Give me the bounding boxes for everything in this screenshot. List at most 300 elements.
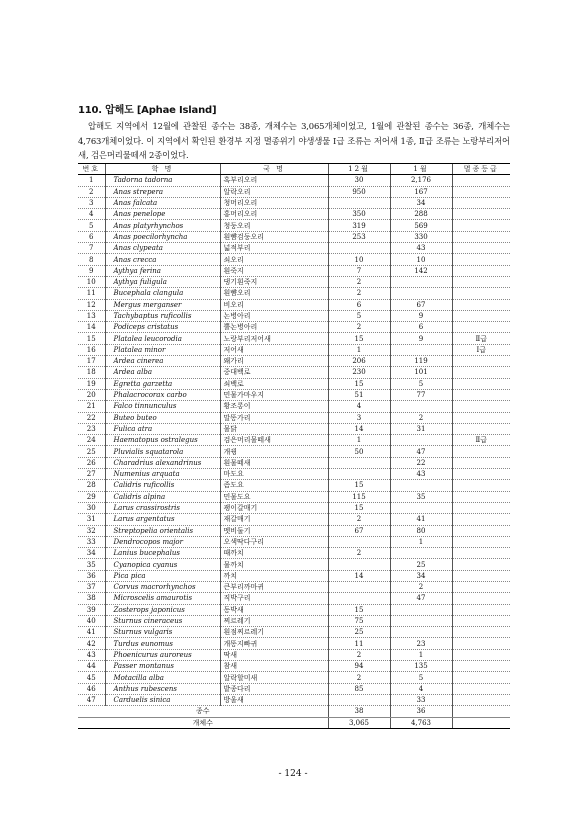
december-count (328, 457, 390, 468)
korean-name: 혹부리오리 (220, 175, 328, 186)
korean-name: 왜가리 (220, 356, 328, 367)
december-count: 14 (328, 423, 390, 434)
december-count: 5 (328, 310, 390, 321)
korean-name: 황조롱이 (220, 401, 328, 412)
table-header-row (78, 164, 510, 175)
korean-name: 청머리오리 (220, 197, 328, 208)
december-count (328, 581, 390, 592)
december-count: 15 (328, 480, 390, 491)
korean-name: 물닭 (220, 423, 328, 434)
row-number: 20 (78, 389, 105, 400)
species-table (78, 163, 510, 729)
scientific-name: Platalea minor (105, 344, 220, 355)
january-count: 80 (390, 525, 452, 536)
header-endangered-grade: 멸종등급 (452, 164, 510, 175)
row-number: 40 (78, 615, 105, 626)
korean-name: 좀도요 (220, 480, 328, 491)
december-count: 6 (328, 299, 390, 310)
row-number: 43 (78, 649, 105, 660)
december-count: 115 (328, 491, 390, 502)
korean-name: 노랑부리저어새 (220, 333, 328, 344)
row-number: 28 (78, 480, 105, 491)
korean-name: 동박새 (220, 604, 328, 615)
table-row (78, 299, 510, 310)
endangered-grade (452, 254, 510, 265)
table-row (78, 356, 510, 367)
table-row (78, 344, 510, 355)
scientific-name: Calidris ruficollis (105, 480, 220, 491)
scientific-name: Streptopelia orientalis (105, 525, 220, 536)
scientific-name: Anthus rubescens (105, 683, 220, 694)
table-row (78, 469, 510, 480)
row-number: 11 (78, 288, 105, 299)
january-count (390, 288, 452, 299)
scientific-name: Fulica atra (105, 423, 220, 434)
table-row (78, 254, 510, 265)
korean-name: 알락오리 (220, 186, 328, 197)
table-row (78, 694, 510, 705)
scientific-name: Anas strepera (105, 186, 220, 197)
december-count: 10 (328, 254, 390, 265)
table-row (78, 209, 510, 220)
table-row (78, 638, 510, 649)
table-row (78, 231, 510, 242)
row-number: 1 (78, 175, 105, 186)
endangered-grade (452, 480, 510, 491)
january-count: 330 (390, 231, 452, 242)
december-count: 51 (328, 389, 390, 400)
korean-name: 흰죽지 (220, 265, 328, 276)
endangered-grade (452, 299, 510, 310)
january-count: 9 (390, 310, 452, 321)
korean-name: 개똥지빠귀 (220, 638, 328, 649)
scientific-name: Cyanopica cyanus (105, 559, 220, 570)
december-count: 253 (328, 231, 390, 242)
row-number: 18 (78, 367, 105, 378)
korean-name: 흰점찌르레기 (220, 627, 328, 638)
row-number: 5 (78, 220, 105, 231)
december-count: 4 (328, 401, 390, 412)
january-count (390, 548, 452, 559)
scientific-name: Buteo buteo (105, 412, 220, 423)
december-count (328, 536, 390, 547)
row-number: 19 (78, 378, 105, 389)
january-count: 9 (390, 333, 452, 344)
january-count: 41 (390, 514, 452, 525)
table-row (78, 401, 510, 412)
scientific-name: Anas falcata (105, 197, 220, 208)
december-count: 950 (328, 186, 390, 197)
scientific-name: Anas crecca (105, 254, 220, 265)
row-number: 36 (78, 570, 105, 581)
footer-dec-value: 3,065 (328, 717, 390, 728)
january-count: 22 (390, 457, 452, 468)
table-row (78, 412, 510, 423)
endangered-grade (452, 423, 510, 434)
korean-name: 쇠백로 (220, 378, 328, 389)
header-december: 12월 (328, 164, 390, 175)
january-count: 2,176 (390, 175, 452, 186)
row-number: 29 (78, 491, 105, 502)
scientific-name: Anas platyrhynchos (105, 220, 220, 231)
row-number: 35 (78, 559, 105, 570)
footer-grade (452, 706, 510, 717)
row-number: 38 (78, 593, 105, 604)
january-count: 47 (390, 593, 452, 604)
december-count: 2 (328, 649, 390, 660)
korean-name: 비오리 (220, 299, 328, 310)
korean-name: 청둥오리 (220, 220, 328, 231)
korean-name: 때까치 (220, 548, 328, 559)
january-count: 2 (390, 412, 452, 423)
scientific-name: Dendrocopos major (105, 536, 220, 547)
footer-label: 개체수 (78, 717, 328, 728)
row-number: 4 (78, 209, 105, 220)
table-row (78, 457, 510, 468)
scientific-name: Aythya ferina (105, 265, 220, 276)
scientific-name: Numenius arquata (105, 469, 220, 480)
endangered-grade: Ⅱ급 (452, 435, 510, 446)
korean-name: 까치 (220, 570, 328, 581)
january-count: 1 (390, 536, 452, 547)
table-row (78, 570, 510, 581)
endangered-grade (452, 356, 510, 367)
footer-jan-value: 4,763 (390, 717, 452, 728)
scientific-name: Podiceps cristatus (105, 322, 220, 333)
january-count: 77 (390, 389, 452, 400)
table-row (78, 367, 510, 378)
december-count (328, 197, 390, 208)
row-number: 37 (78, 581, 105, 592)
december-count: 14 (328, 570, 390, 581)
endangered-grade (452, 672, 510, 683)
january-count: 119 (390, 356, 452, 367)
row-number: 46 (78, 683, 105, 694)
january-count: 4 (390, 683, 452, 694)
january-count (390, 401, 452, 412)
table-row (78, 536, 510, 547)
korean-name: 찌르레기 (220, 615, 328, 626)
endangered-grade (452, 243, 510, 254)
row-number: 25 (78, 446, 105, 457)
row-number: 22 (78, 412, 105, 423)
korean-name: 마도요 (220, 469, 328, 480)
row-number: 7 (78, 243, 105, 254)
january-count: 43 (390, 243, 452, 254)
row-number: 44 (78, 661, 105, 672)
january-count: 167 (390, 186, 452, 197)
scientific-name: Zosterops japonicus (105, 604, 220, 615)
scientific-name: Anas poecilorhyncha (105, 231, 220, 242)
endangered-grade (452, 638, 510, 649)
species-count-row (78, 706, 510, 717)
korean-name: 방울새 (220, 694, 328, 705)
row-number: 34 (78, 548, 105, 559)
endangered-grade (452, 209, 510, 220)
table-row (78, 525, 510, 536)
endangered-grade (452, 649, 510, 660)
scientific-name: Tachybaptus ruficollis (105, 310, 220, 321)
endangered-grade (452, 401, 510, 412)
endangered-grade (452, 570, 510, 581)
korean-name: 재갈매기 (220, 514, 328, 525)
summary-paragraph: 압해도 지역에서 12월에 관찰된 종수는 38종, 개체수는 3,065개체이었고, 1월에 관찰된 종수는 36종, 개체수는 4,763개체이었다. 이 지역에서 확인된 환경부 지정 멸종위기 야생생물 Ⅰ급 조류는 저어새 1종, Ⅱ급 조류는 노랑부리저어새, 검은머리물떼새 2종이었다. (78, 121, 510, 160)
december-count: 15 (328, 604, 390, 615)
table-row (78, 197, 510, 208)
korean-name: 개꿩 (220, 446, 328, 457)
korean-name: 검은머리물떼새 (220, 435, 328, 446)
december-count (328, 694, 390, 705)
korean-name: 알락할미새 (220, 672, 328, 683)
scientific-name: Lanius bucephalus (105, 548, 220, 559)
december-count: 350 (328, 209, 390, 220)
december-count (328, 243, 390, 254)
header-january: 1월 (390, 164, 452, 175)
table-row (78, 288, 510, 299)
korean-name: 저어새 (220, 344, 328, 355)
endangered-grade (452, 469, 510, 480)
page-number: - 124 - (278, 769, 308, 779)
scientific-name: Charadrius alexandrinus (105, 457, 220, 468)
endangered-grade (452, 694, 510, 705)
january-count: 5 (390, 378, 452, 389)
scientific-name: Anas penelope (105, 209, 220, 220)
table-row (78, 175, 510, 186)
january-count (390, 627, 452, 638)
december-count: 1 (328, 344, 390, 355)
table-row (78, 378, 510, 389)
table-row (78, 627, 510, 638)
row-number: 31 (78, 514, 105, 525)
scientific-name: Sturnus vulgaris (105, 627, 220, 638)
december-count: 67 (328, 525, 390, 536)
endangered-grade (452, 491, 510, 502)
row-number: 15 (78, 333, 105, 344)
january-count (390, 615, 452, 626)
january-count: 34 (390, 570, 452, 581)
row-number: 14 (78, 322, 105, 333)
row-number: 16 (78, 344, 105, 355)
korean-name: 중대백로 (220, 367, 328, 378)
january-count: 43 (390, 469, 452, 480)
endangered-grade (452, 288, 510, 299)
row-number: 21 (78, 401, 105, 412)
row-number: 9 (78, 265, 105, 276)
december-count (328, 559, 390, 570)
december-count: 2 (328, 288, 390, 299)
january-count (390, 276, 452, 287)
row-number: 41 (78, 627, 105, 638)
row-number: 26 (78, 457, 105, 468)
endangered-grade (452, 627, 510, 638)
scientific-name: Calidris alpina (105, 491, 220, 502)
december-count: 7 (328, 265, 390, 276)
january-count: 33 (390, 694, 452, 705)
endangered-grade (452, 367, 510, 378)
scientific-name: Motacilla alba (105, 672, 220, 683)
january-count: 135 (390, 661, 452, 672)
january-count (390, 502, 452, 513)
row-number: 45 (78, 672, 105, 683)
endangered-grade (452, 548, 510, 559)
january-count: 31 (390, 423, 452, 434)
january-count: 6 (390, 322, 452, 333)
endangered-grade (452, 412, 510, 423)
december-count: 11 (328, 638, 390, 649)
row-number: 3 (78, 197, 105, 208)
scientific-name: Egretta garzetta (105, 378, 220, 389)
scientific-name: Passer montanus (105, 661, 220, 672)
table-row (78, 514, 510, 525)
endangered-grade (452, 186, 510, 197)
scientific-name: Turdus eunomus (105, 638, 220, 649)
endangered-grade (452, 310, 510, 321)
footer-grade (452, 717, 510, 728)
table-row (78, 423, 510, 434)
korean-name: 말똥가리 (220, 412, 328, 423)
scientific-name: Anas clypeata (105, 243, 220, 254)
table-row (78, 310, 510, 321)
december-count: 15 (328, 502, 390, 513)
table-row (78, 661, 510, 672)
endangered-grade (452, 615, 510, 626)
korean-name: 멧비둘기 (220, 525, 328, 536)
korean-name: 흰뺨오리 (220, 288, 328, 299)
individual-count-row (78, 717, 510, 728)
row-number: 32 (78, 525, 105, 536)
scientific-name: Pluvialis squatarola (105, 446, 220, 457)
table-row (78, 480, 510, 491)
korean-name: 큰부리까마귀 (220, 581, 328, 592)
endangered-grade: Ⅱ급 (452, 333, 510, 344)
january-count: 67 (390, 299, 452, 310)
scientific-name: Ardea cinerea (105, 356, 220, 367)
january-count: 23 (390, 638, 452, 649)
table-row (78, 548, 510, 559)
scientific-name: Larus crassirostris (105, 502, 220, 513)
december-count: 319 (328, 220, 390, 231)
endangered-grade (452, 175, 510, 186)
endangered-grade (452, 661, 510, 672)
december-count: 15 (328, 378, 390, 389)
table-row (78, 683, 510, 694)
korean-name: 흰물떼새 (220, 457, 328, 468)
row-number: 33 (78, 536, 105, 547)
table-row (78, 446, 510, 457)
december-count: 2 (328, 548, 390, 559)
endangered-grade (452, 322, 510, 333)
row-number: 27 (78, 469, 105, 480)
december-count: 85 (328, 683, 390, 694)
scientific-name: Larus argentatus (105, 514, 220, 525)
korean-name: 홍머리오리 (220, 209, 328, 220)
footer-dec-value: 38 (328, 706, 390, 717)
table-row (78, 220, 510, 231)
table-row (78, 604, 510, 615)
scientific-name: Pica pica (105, 570, 220, 581)
endangered-grade (452, 559, 510, 570)
scientific-name: Microscelis amaurotis (105, 593, 220, 604)
december-count: 94 (328, 661, 390, 672)
row-number: 47 (78, 694, 105, 705)
december-count: 206 (328, 356, 390, 367)
endangered-grade (452, 683, 510, 694)
endangered-grade (452, 231, 510, 242)
row-number: 8 (78, 254, 105, 265)
korean-name: 쇠오리 (220, 254, 328, 265)
row-number: 24 (78, 435, 105, 446)
korean-name: 물까치 (220, 559, 328, 570)
korean-name: 민물도요 (220, 491, 328, 502)
row-number: 23 (78, 423, 105, 434)
scientific-name: Bucephala clangula (105, 288, 220, 299)
table-row (78, 559, 510, 570)
january-count (390, 435, 452, 446)
scientific-name: Sturnus cineraceus (105, 615, 220, 626)
january-count (390, 604, 452, 615)
table-row (78, 672, 510, 683)
january-count: 10 (390, 254, 452, 265)
january-count: 101 (390, 367, 452, 378)
january-count: 25 (390, 559, 452, 570)
endangered-grade (452, 581, 510, 592)
scientific-name: Phalacrocorax carbo (105, 389, 220, 400)
row-number: 42 (78, 638, 105, 649)
december-count: 3 (328, 412, 390, 423)
table-row (78, 435, 510, 446)
table-row (78, 491, 510, 502)
december-count: 30 (328, 175, 390, 186)
table-row (78, 649, 510, 660)
endangered-grade (452, 502, 510, 513)
scientific-name: Mergus merganser (105, 299, 220, 310)
scientific-name: Carduelis sinica (105, 694, 220, 705)
row-number: 39 (78, 604, 105, 615)
endangered-grade (452, 604, 510, 615)
footer-jan-value: 36 (390, 706, 452, 717)
endangered-grade (452, 378, 510, 389)
korean-name: 흰뺨검둥오리 (220, 231, 328, 242)
scientific-name: Aythya fuligula (105, 276, 220, 287)
december-count: 2 (328, 276, 390, 287)
scientific-name: Falco tinnunculus (105, 401, 220, 412)
korean-name: 참새 (220, 661, 328, 672)
header-number: 번호 (78, 164, 105, 175)
korean-name: 넓적부리 (220, 243, 328, 254)
endangered-grade (452, 514, 510, 525)
january-count: 142 (390, 265, 452, 276)
january-count: 288 (390, 209, 452, 220)
endangered-grade (452, 446, 510, 457)
endangered-grade (452, 389, 510, 400)
footer-label: 종수 (78, 706, 328, 717)
endangered-grade: Ⅰ급 (452, 344, 510, 355)
korean-name: 뿔논병아리 (220, 322, 328, 333)
december-count (328, 469, 390, 480)
endangered-grade (452, 276, 510, 287)
header-scientific-name: 학 명 (105, 164, 220, 175)
december-count: 25 (328, 627, 390, 638)
row-number: 17 (78, 356, 105, 367)
table-row (78, 615, 510, 626)
january-count (390, 480, 452, 491)
section-title: 110. 압해도 [Aphae Island] (78, 105, 217, 116)
scientific-name: Corvus macrorhynchos (105, 581, 220, 592)
december-count: 75 (328, 615, 390, 626)
table-row (78, 593, 510, 604)
january-count (390, 344, 452, 355)
table-row (78, 243, 510, 254)
